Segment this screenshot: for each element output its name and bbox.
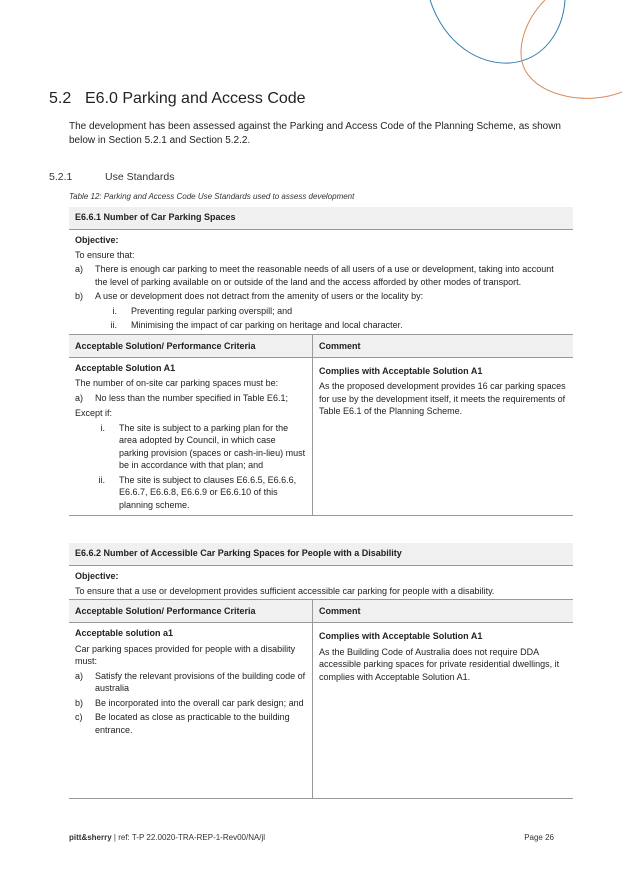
list-text: A use or development does not detract from the amenity of users or the locality by:: [95, 291, 424, 301]
solution-title: Acceptable solution a1: [75, 628, 174, 638]
page-footer: [69, 833, 554, 842]
objective-item: [75, 290, 567, 303]
list-marker: ii.: [110, 320, 117, 330]
footer-brand: pitt&sherry: [69, 833, 112, 842]
list-text: Minimising the impact of car parking on heritage and local character.: [131, 320, 403, 330]
standards-table: [69, 543, 573, 799]
intro-paragraph: The development has been assessed against the Parking and Access Code of the Planning Scheme, as shown below in Section 5.2.1 and Section 5.2.2.: [69, 121, 561, 146]
column-header-row: [69, 599, 573, 623]
list-text: Satisfy the relevant provisions of the building code of australia: [95, 670, 306, 693]
column-header-row: [69, 334, 573, 358]
list-text: No less than the number specified in Table E6.1;: [95, 392, 288, 403]
subsection-number: 5.2.1: [49, 171, 73, 183]
solution-intro: The number of on-site car parking spaces must be:: [75, 378, 279, 388]
section-number: 5.2: [49, 90, 72, 107]
section-title: E6.0 Parking and Access Code: [85, 90, 306, 107]
table-caption: Table 12: Parking and Access Code Use Standards used to assess development: [69, 192, 355, 201]
comment-title: Complies with Acceptable Solution A1: [319, 631, 483, 641]
section-title-row: E6.6.2 Number of Accessible Car Parking Spaces for People with a Disability: [69, 543, 573, 566]
objective-intro: To ensure that:: [75, 249, 135, 260]
list-marker: b): [75, 291, 84, 301]
comment-text: As the Building Code of Australia does not require DDA accessible parking spaces for private residential dwellings, it complies with Acceptable Solution A1.: [319, 646, 560, 682]
objective-label: Objective:: [75, 571, 119, 581]
list-marker: ii.: [98, 474, 105, 485]
objective-intro: To ensure that a use or development provides sufficient accessible car parking for people with a disability.: [75, 585, 495, 596]
list-text: There is enough car parking to meet the reasonable needs of all users of a use or development, taking into account the level of parking available on or outside of the land and the access afforded by other modes of transport.: [95, 264, 554, 287]
solution-item: [75, 670, 306, 695]
objective-label: Objective:: [75, 235, 119, 245]
orange-arc: [521, 0, 622, 98]
solution-title: Acceptable Solution A1: [75, 362, 176, 373]
list-marker: b): [75, 697, 84, 708]
solution-item: [75, 711, 306, 736]
column-header-criteria: Acceptable Solution/ Performance Criteria: [69, 335, 313, 357]
objective-subitem: [75, 319, 567, 332]
section-heading: [49, 90, 306, 108]
objective-block: [69, 230, 573, 334]
comment-title: Complies with Acceptable Solution A1: [319, 365, 483, 376]
list-marker: c): [75, 712, 83, 722]
comment-cell: [313, 358, 573, 516]
column-header-criteria: Acceptable Solution/ Performance Criteria: [69, 600, 313, 622]
list-text: The site is subject to clauses E6.6.5, E6.6.6, E6.6.7, E6.6.8, E6.6.9 or E6.6.10 of this planning scheme.: [119, 474, 297, 510]
criteria-cell: [69, 623, 313, 798]
criteria-cell: [69, 358, 313, 516]
subsection-heading: [49, 171, 174, 183]
page-number: Page 26: [524, 833, 554, 842]
objective-block: [69, 566, 573, 599]
solution-item: [75, 392, 306, 405]
table-row: [69, 358, 573, 517]
solution-subitem: [75, 422, 306, 472]
list-text: Preventing regular parking overspill; and: [131, 305, 293, 316]
standards-table: [69, 207, 573, 516]
comment-text: As the proposed development provides 16 car parking spaces for use by the development itself, it meets the requirements of Table E6.1 of the Planning Scheme.: [319, 381, 566, 416]
objective-item: [75, 263, 567, 288]
list-marker: i.: [100, 422, 105, 433]
list-marker: i.: [112, 305, 117, 316]
list-text: Be incorporated into the overall car park design; and: [95, 697, 304, 708]
list-marker: a): [75, 670, 84, 681]
solution-subitem: [75, 474, 306, 512]
comment-cell: [313, 623, 573, 798]
footer-ref: | ref: T-P 22.0020-TRA-REP-1-Rev00/NA/jl: [111, 833, 266, 842]
objective-subitem: [75, 305, 567, 318]
column-header-comment: Comment: [319, 606, 361, 616]
blue-arc: [430, 0, 565, 63]
list-text: Be located as close as practicable to the building entrance.: [95, 712, 290, 735]
list-marker: a): [75, 264, 84, 274]
solution-except: Except if:: [75, 408, 113, 418]
list-text: The site is subject to a parking plan for the area adopted by Council, in which case parking provision (spaces or cash-in-lieu) must be in accordance with that plan; and: [119, 422, 306, 470]
column-header-comment: Comment: [319, 340, 361, 351]
section-title-row: E6.6.1 Number of Car Parking Spaces: [69, 207, 573, 230]
table-row: [69, 623, 573, 799]
subsection-title: Use Standards: [105, 171, 175, 183]
solution-item: [75, 697, 306, 710]
list-marker: a): [75, 392, 84, 403]
solution-intro: Car parking spaces provided for people with a disability must:: [75, 643, 296, 666]
